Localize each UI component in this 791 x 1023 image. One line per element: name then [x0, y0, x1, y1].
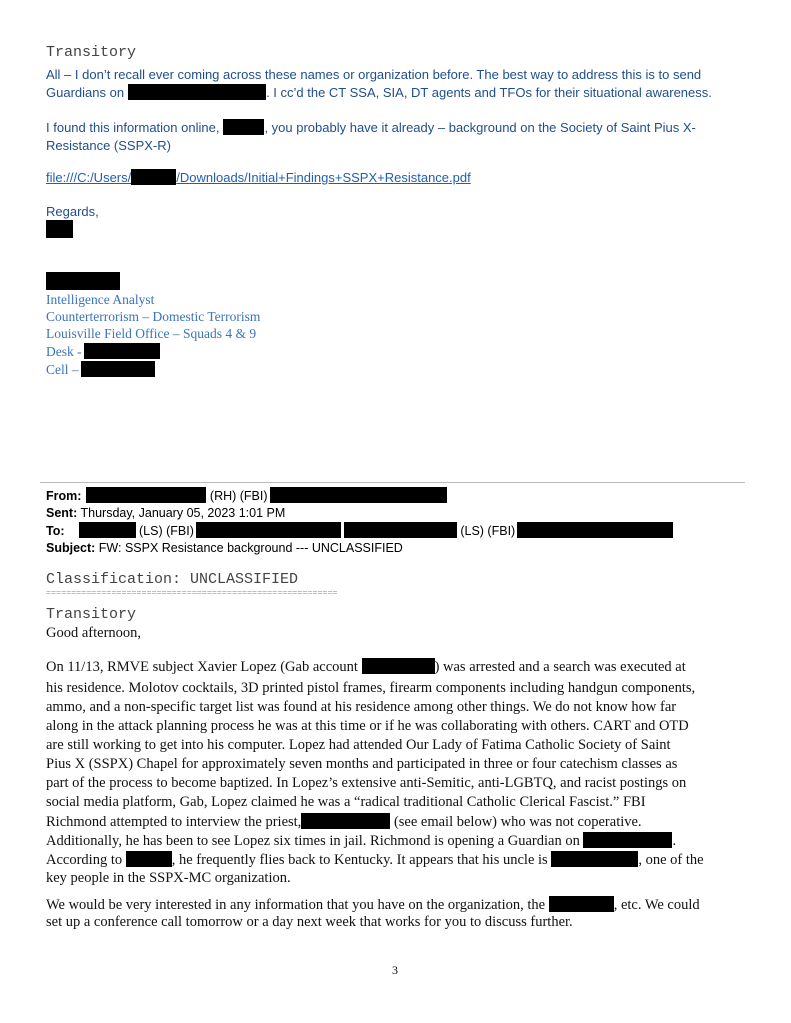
- signature-office: Louisville Field Office – Squads 4 & 9: [46, 326, 257, 341]
- body-line: his residence. Molotov cocktails, 3D printed pistol frames, firearm components including handgun components,: [46, 680, 696, 696]
- redaction: [79, 522, 136, 538]
- body-line: along in the attack planning process he was at this time or if he was collaborating with others. CART and OTD: [46, 718, 689, 734]
- reply-line: [46, 84, 712, 101]
- redaction: [517, 522, 673, 538]
- text: Richmond attempted to interview the priest,: [46, 814, 302, 830]
- redaction-signature-name: [46, 272, 120, 290]
- signature-title: Intelligence Analyst: [46, 292, 155, 307]
- text: On 11/13, RMVE subject Xavier Lopez (Gab account: [46, 659, 358, 675]
- text: , one of the: [638, 852, 704, 868]
- from-line: [46, 487, 447, 505]
- separator: ==========================================================: [46, 588, 338, 598]
- label: To:: [46, 524, 65, 538]
- text: Additionally, he has been to see Lopez six times in jail. Richmond is opening a Guardian on: [46, 833, 580, 849]
- text: Thursday, January 05, 2023 1:01 PM: [80, 506, 286, 520]
- redaction: [301, 813, 390, 829]
- greeting: Good afternoon,: [46, 625, 142, 641]
- body-line: part of the process to become baptized. In Lopez’s extensive anti-Semitic, anti-LGBTQ, and racist postings on: [46, 775, 687, 791]
- subject-line: [46, 540, 403, 557]
- redaction: [81, 361, 155, 377]
- text: . I cc’d the CT SSA, SIA, DT agents and TFOs for their situational awareness.: [266, 85, 712, 100]
- redaction: [362, 658, 435, 674]
- transitory-label: Transitory: [46, 606, 137, 623]
- body-line: [46, 658, 686, 676]
- redaction: [583, 832, 672, 848]
- text: , etc. We could: [613, 897, 700, 913]
- redaction: [128, 84, 266, 100]
- reply-line: [46, 119, 696, 136]
- body-line: set up a conference call tomorrow or a day next week that works for you to discuss further.: [46, 914, 573, 930]
- text: .: [672, 833, 677, 849]
- page-number: 3: [392, 963, 398, 977]
- classification: Classification: UNCLASSIFIED: [46, 571, 299, 588]
- regards: Regards,: [46, 204, 99, 219]
- text: (LS) (FBI): [460, 524, 516, 538]
- transitory-label: Transitory: [46, 44, 137, 61]
- text: We would be very interested in any information that you have on the organization, the: [46, 897, 546, 913]
- text: Guardians on: [46, 85, 125, 100]
- redaction: [551, 851, 638, 867]
- sent-line: [46, 505, 285, 522]
- redaction: [86, 487, 206, 503]
- link-part[interactable]: /Downloads/Initial+Findings+SSPX+Resistance.pdf: [176, 170, 471, 185]
- redaction: [549, 896, 614, 912]
- redaction: [344, 522, 457, 538]
- text: Desk -: [46, 344, 82, 359]
- body-line: [46, 851, 704, 869]
- signature-desk: [46, 343, 160, 360]
- to-line: [46, 522, 673, 540]
- text: , he frequently flies back to Kentucky. It appears that his uncle is: [171, 852, 548, 868]
- body-line: key people in the SSPX-MC organization.: [46, 870, 291, 886]
- link-part[interactable]: file:///C:/Users/: [46, 170, 132, 185]
- redaction: [270, 487, 447, 503]
- reply-line: Resistance (SSPX-R): [46, 138, 171, 153]
- text: According to: [46, 852, 123, 868]
- redaction: [131, 169, 176, 185]
- label: Subject:: [46, 541, 96, 555]
- text: Cell –: [46, 362, 79, 377]
- label: From:: [46, 489, 82, 503]
- text: (LS) (FBI): [139, 524, 194, 538]
- redaction: [84, 343, 160, 359]
- body-line: Pius X (SSPX) Chapel for approximately seven months and participated in three or four catechism classes as: [46, 756, 678, 772]
- pdf-link[interactable]: [46, 169, 471, 186]
- body-line: are still working to get into his computer. Lopez had attended Our Lady of Fatima Catholic Society of Saint: [46, 737, 671, 753]
- redaction: [126, 851, 172, 867]
- body-line: ammo, and a non-specific target list was found at his residence among other things. We do not know how far: [46, 699, 677, 715]
- text: , you probably have it already – background on the Society of Saint Pius X-: [264, 120, 696, 135]
- text: (see email below) who was not coperative.: [390, 814, 642, 830]
- body-line: social media platform, Gab, Lopez claimed he was a “radical traditional Catholic Clerical Fascist.” FBI: [46, 794, 646, 810]
- body-line: [46, 813, 642, 831]
- text: I found this information online,: [46, 120, 220, 135]
- label: Sent:: [46, 506, 78, 520]
- body-line: [46, 896, 700, 914]
- text: (RH) (FBI): [209, 489, 268, 503]
- signature-cell: [46, 361, 155, 378]
- text: ) was arrested and a search was executed at: [434, 659, 686, 675]
- body-line: [46, 832, 676, 850]
- reply-line: All – I don’t recall ever coming across these names or organization before. The best way to address this is to send: [46, 67, 702, 82]
- redaction: [223, 119, 264, 135]
- redaction: [196, 522, 341, 538]
- divider: [40, 482, 745, 483]
- signature-unit: Counterterrorism – Domestic Terrorism: [46, 309, 261, 324]
- redaction: [46, 220, 73, 238]
- text: FW: SSPX Resistance background --- UNCLASSIFIED: [98, 541, 403, 555]
